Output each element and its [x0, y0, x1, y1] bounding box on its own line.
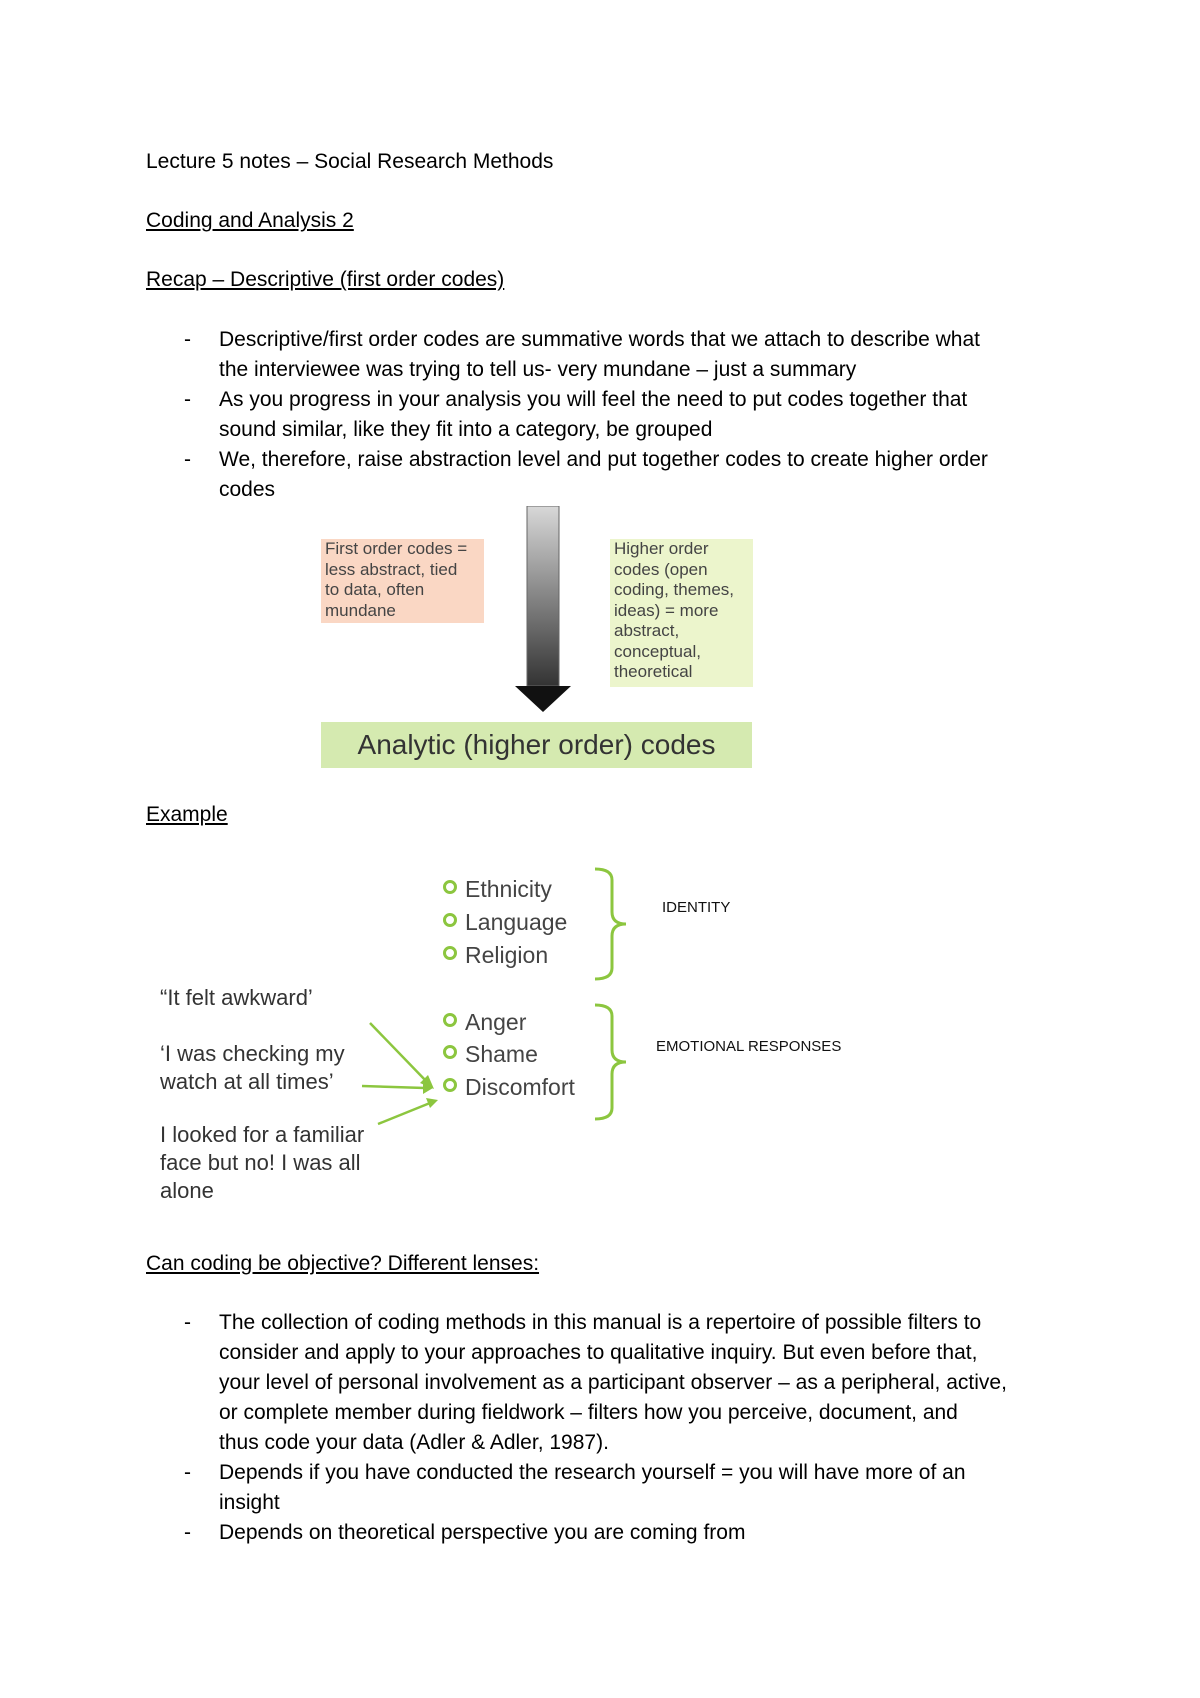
example-heading: Example — [146, 803, 228, 826]
list-item: - Descriptive/first order codes are summative words that we attach to describe what the interviewee was trying to tell us- very mundane – just a summary — [184, 328, 980, 381]
identity-label: IDENTITY — [662, 899, 731, 916]
ring-bullet-icon — [443, 1013, 457, 1027]
code-ethnicity: Ethnicity — [443, 874, 552, 904]
code-language: Language — [443, 907, 567, 937]
quote-arrow-1 — [370, 1023, 428, 1083]
section-heading: Coding and Analysis 2 — [146, 209, 354, 232]
code-shame: Shame — [443, 1039, 538, 1069]
quote-awkward: “It felt awkward’ — [160, 985, 313, 1010]
list-item: - As you progress in your analysis you will feel the need to put codes together that sound similar, like they fit into a category, be grouped — [184, 388, 968, 441]
higher-order-codes-box: Higher order codes (open coding, themes, ideas) = more abstract, conceptual, theoretical — [610, 539, 753, 687]
code-religion: Religion — [443, 940, 548, 970]
list-item: - Depends if you have conducted the research yourself = you will have more of an insight — [184, 1461, 966, 1514]
quote-familiar-line1: I looked for a familiar — [160, 1122, 365, 1147]
code-anger: Anger — [443, 1007, 526, 1037]
quote-checking-line2: watch at all times’ — [160, 1069, 334, 1094]
quote-arrow-3 — [378, 1103, 430, 1124]
ring-bullet-icon — [443, 880, 457, 894]
ring-bullet-icon — [443, 913, 457, 927]
lenses-heading: Can coding be objective? Different lenses: — [146, 1252, 540, 1275]
ring-bullet-icon — [443, 946, 457, 960]
identity-bracket — [595, 869, 626, 979]
recap-heading: Recap – Descriptive (first order codes) — [146, 268, 505, 291]
ring-bullet-icon — [443, 1078, 457, 1092]
first-order-codes-box: First order codes = less abstract, tied to data, often mundane — [321, 539, 484, 623]
list-item: - Depends on theoretical perspective you are coming from — [184, 1521, 746, 1544]
page-title: Lecture 5 notes – Social Research Methods — [146, 150, 554, 173]
quote-familiar-line2: face but no! I was all — [160, 1150, 361, 1175]
ring-bullet-icon — [443, 1045, 457, 1059]
list-item: - The collection of coding methods in this manual is a repertoire of possible filters to consider and apply to your approaches to qualitative inquiry. But even before that, your level of personal involvement as a participant observer – as a peripheral, active, or complete member during fieldwork – filters how you perceive, document, and thus code your data (Adler & Adler, 1987). — [184, 1311, 1007, 1454]
quote-familiar-line3: alone — [160, 1178, 214, 1203]
quote-arrow-2 — [362, 1086, 425, 1088]
lenses-bullet-list — [146, 1308, 1007, 1548]
emotional-responses-label: EMOTIONAL RESPONSES — [656, 1038, 842, 1055]
emotion-bracket — [595, 1005, 626, 1119]
code-discomfort: Discomfort — [443, 1072, 575, 1102]
list-item: - We, therefore, raise abstraction level and put together codes to create higher order codes — [184, 448, 988, 501]
quote-checking-line1: ‘I was checking my — [160, 1041, 345, 1066]
analytic-codes-box: Analytic (higher order) codes — [321, 722, 752, 768]
